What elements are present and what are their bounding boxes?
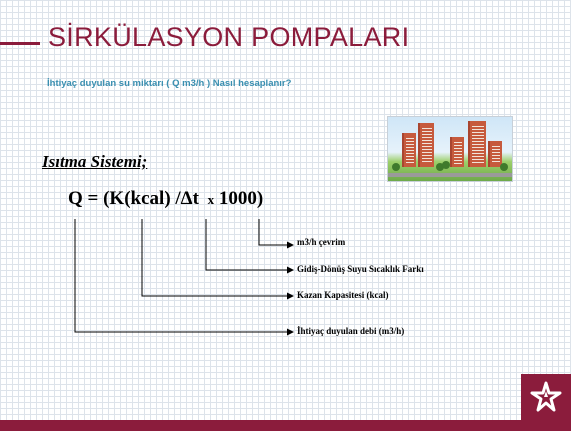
star-logo-icon bbox=[529, 380, 563, 414]
legend-delta-t: Gidiş-Dönüş Suyu Sıcaklık Farkı bbox=[297, 264, 424, 274]
connector-unit bbox=[259, 219, 293, 245]
section-label: Isıtma Sistemi; bbox=[42, 152, 148, 171]
connector-k bbox=[142, 219, 293, 296]
legend-k: Kazan Kapasitesi (kcal) bbox=[297, 290, 389, 300]
connector-q bbox=[75, 219, 293, 332]
formula-main: Q = (K(kcal) /Δt bbox=[68, 188, 199, 209]
slide-title: SİRKÜLASYON POMPALARI bbox=[48, 22, 410, 52]
legend-q: İhtiyaç duyulan debi (m3/h) bbox=[297, 326, 405, 336]
formula-multiplier-value: 1000) bbox=[218, 188, 264, 209]
legend-unit: m3/h çevrim bbox=[297, 237, 346, 247]
footer-bar bbox=[0, 420, 571, 431]
question-text: İhtiyaç duyulan su miktarı ( Q m3/h ) Nasıl hesaplanır? bbox=[47, 78, 292, 89]
logo bbox=[521, 374, 571, 420]
formula-multiplier-x: x bbox=[207, 192, 215, 207]
